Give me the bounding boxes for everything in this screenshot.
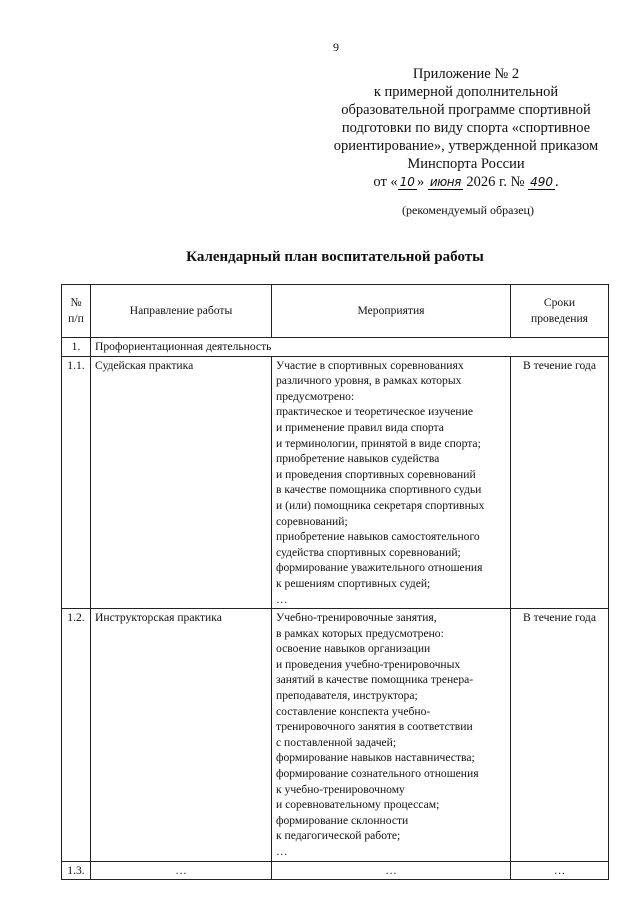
activity-line: различного уровня, в рамках которых xyxy=(276,374,462,388)
activity-line: соревнований; xyxy=(276,514,348,528)
activity-line: преподавателя, инструктора; xyxy=(276,689,418,703)
row-direction: Инструкторская практика xyxy=(91,609,272,862)
row-timing: … xyxy=(511,861,609,880)
section-title: Профориентационная деятельность xyxy=(91,338,609,357)
date-year: 2026 г. № xyxy=(466,174,525,190)
handwritten-month: июня xyxy=(429,175,461,189)
appendix-line: образовательной программе спортивной xyxy=(341,102,591,118)
header-num: № п/п xyxy=(62,285,91,338)
row-num: 1.3. xyxy=(62,861,91,880)
activity-line: к решениям спортивных судей; xyxy=(276,576,431,590)
row-activities xyxy=(272,609,511,862)
document-title: Календарный план воспитательной работы xyxy=(186,249,484,265)
table-row xyxy=(62,861,609,880)
handwritten-day: 10 xyxy=(399,175,415,189)
header-direction: Направление работы xyxy=(91,285,272,338)
activity-line: … xyxy=(385,863,397,877)
activity-line: формирование сознательного отношения xyxy=(276,767,479,781)
calendar-plan-table xyxy=(61,284,609,880)
date-mid: » xyxy=(416,174,425,190)
activity-line: Учебно-тренировочные занятия, xyxy=(276,611,437,625)
appendix-line: подготовки по виду спорта «спортивное xyxy=(341,120,591,136)
row-activities xyxy=(272,356,511,609)
page-number: 9 xyxy=(333,40,339,54)
activity-line: практическое и теоретическое изучение xyxy=(276,405,473,419)
activity-line: в рамках которых предусмотрено: xyxy=(276,626,444,640)
activity-line: Участие в спортивных соревнованиях xyxy=(276,358,464,372)
activity-line: освоение навыков организации xyxy=(276,642,431,656)
appendix-line: Минспорта России xyxy=(407,156,525,172)
row-direction: … xyxy=(91,861,272,880)
activity-line: и применение правил вида спорта xyxy=(276,420,444,434)
activity-line: к учебно-тренировочному xyxy=(276,782,405,796)
row-direction: Судейская практика xyxy=(91,356,272,609)
activity-line: занятий в качестве помощника тренера- xyxy=(276,673,474,687)
order-date-line xyxy=(296,173,636,191)
section-num: 1. xyxy=(62,338,91,357)
activity-line: и соревновательному процессам; xyxy=(276,798,440,812)
activity-line: и терминологии, принятой в виде спорта; xyxy=(276,436,481,450)
activity-line: составление конспекта учебно- xyxy=(276,704,431,718)
activity-line: в качестве помощника спортивного судьи xyxy=(276,483,482,497)
activity-line: судейства спортивных соревнований; xyxy=(276,545,461,559)
activity-line: приобретение навыков судейства xyxy=(276,452,440,466)
activity-line: … xyxy=(276,592,288,606)
activity-line: формирование уважительного отношения xyxy=(276,561,483,575)
activity-line: предусмотрено: xyxy=(276,389,355,403)
activity-line: с поставленной задачей; xyxy=(276,735,397,749)
activity-line: и (или) помощника секретаря спортивных xyxy=(276,498,485,512)
activity-line: и проведения спортивных соревнований xyxy=(276,467,476,481)
activity-line: формирование навыков наставничества; xyxy=(276,751,475,765)
activity-line: и проведения учебно-тренировочных xyxy=(276,657,461,671)
header-activities: Мероприятия xyxy=(272,285,511,338)
appendix-line: ориентирование», утвержденной приказом xyxy=(333,138,599,154)
table-header-row xyxy=(62,285,609,338)
appendix-line: Приложение № 2 xyxy=(412,66,520,82)
table-row xyxy=(62,356,609,609)
table-row xyxy=(62,609,609,862)
activity-line: к педагогической работе; xyxy=(276,829,401,843)
appendix-line: к примерной дополнительной xyxy=(373,84,559,100)
sample-note: (рекомендуемый образец) xyxy=(402,203,534,217)
date-prefix: от « xyxy=(373,174,398,190)
appendix-header xyxy=(296,65,636,191)
activity-line: формирование склонности xyxy=(276,813,409,827)
section-row xyxy=(62,338,609,357)
activity-line: приобретение навыков самостоятельного xyxy=(276,530,480,544)
row-timing: В течение года xyxy=(511,356,609,609)
row-timing: В течение года xyxy=(511,609,609,862)
row-num: 1.1. xyxy=(62,356,91,609)
row-activities xyxy=(272,861,511,880)
activity-line: тренировочного занятия в соответствии xyxy=(276,720,473,734)
activity-line: … xyxy=(276,845,288,858)
header-timing: Сроки проведения xyxy=(511,285,609,338)
handwritten-order-number: 490 xyxy=(530,175,553,189)
date-end: . xyxy=(554,174,559,190)
row-num: 1.2. xyxy=(62,609,91,862)
